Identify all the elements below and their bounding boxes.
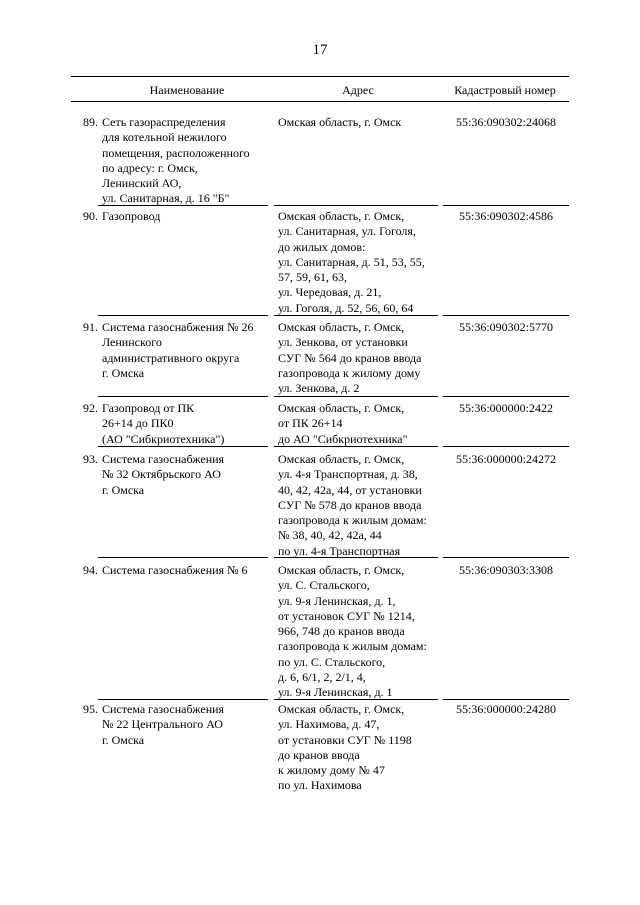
row-92-cadastral: 55:36:000000:2422 xyxy=(458,401,553,415)
row-91-address: Омская область, г. Омск, ул. Зенкова, от установки СУГ № 564 до кранов ввода газопровода к жилому дому ул. Зенкова, д. 2 xyxy=(278,320,422,396)
row-separator xyxy=(98,315,268,316)
row-90-name: Газопровод xyxy=(102,209,161,223)
row-92-number: 92. xyxy=(83,401,98,415)
row-89-address: Омская область, г. Омск xyxy=(278,115,402,129)
row-95-number: 95. xyxy=(83,702,98,716)
row-separator xyxy=(98,446,268,447)
header-cadastral: Кадастровый номер xyxy=(454,83,556,97)
row-separator xyxy=(443,699,569,700)
header-name: Наименование xyxy=(149,83,225,97)
row-90-cadastral: 55:36:090302:4586 xyxy=(458,209,553,223)
row-93-cadastral: 55:36:000000:24272 xyxy=(455,452,556,466)
row-95-address: Омская область, г. Омск, ул. Нахимова, д. 47, от установки СУГ № 1198 до кранов ввода к жилому дому № 47 по ул. Нахимова xyxy=(278,702,412,793)
row-89-number: 89. xyxy=(83,115,98,129)
row-separator xyxy=(98,205,268,206)
row-separator xyxy=(274,315,438,316)
row-separator xyxy=(443,557,569,558)
row-94-name: Система газоснабжения № 6 xyxy=(102,563,248,577)
row-93-name: Система газоснабжения № 32 Октябрьского АО г. Омска xyxy=(102,452,225,497)
row-92-address: Омская область, г. Омск, от ПК 26+14 до АО "Сибкриотехника" xyxy=(278,401,408,446)
row-separator xyxy=(274,205,438,206)
row-separator xyxy=(443,446,569,447)
row-91-number: 91. xyxy=(83,320,98,334)
row-separator xyxy=(443,315,569,316)
row-94-address: Омская область, г. Омск, ул. С. Стальского, ул. 9-я Ленинская, д. 1, от установок СУГ № 1214, 966, 748 до кранов ввода газопровода к жилым домам: по ул. С. Стальского, д. 6, 6/1, 2, 2/1, 4, ул. 9-я Ленинская, д. 1 xyxy=(278,563,427,700)
row-93-number: 93. xyxy=(83,452,98,466)
row-91-name: Система газоснабжения № 26 Ленинского административного округа г. Омска xyxy=(102,320,254,380)
row-separator xyxy=(98,396,268,397)
row-separator xyxy=(274,699,438,700)
page-number: 17 xyxy=(312,42,328,58)
row-89-cadastral: 55:36:090302:24068 xyxy=(455,115,556,129)
row-separator xyxy=(274,557,438,558)
row-94-cadastral: 55:36:090303:3308 xyxy=(458,563,553,577)
row-90-address: Омская область, г. Омск, ул. Санитарная, ул. Гоголя, до жилых домов: ул. Санитарная, д. 51, 53, 55, 57, 59, 61, 63, ул. Чередовая, д. 21, ул. Гоголя, д. 52, 56, 60, 64 xyxy=(278,209,425,315)
row-89-name: Сеть газораспределения для котельной нежилого помещения, расположенного по адресу: г. Омск, Ленинский АО, ул. Санитарная, д. 16 "Б" xyxy=(102,115,250,206)
header-address: Адрес xyxy=(342,83,374,97)
row-94-number: 94. xyxy=(83,563,98,577)
row-93-address: Омская область, г. Омск, ул. 4-я Транспортная, д. 38, 40, 42, 42а, 44, от установки СУГ № 578 до кранов ввода газопровода к жилым домам: № 38, 40, 42, 42а, 44 по ул. 4-я Транспортная xyxy=(278,452,427,558)
row-92-name: Газопровод от ПК 26+14 до ПК0 (АО "Сибкриотехника") xyxy=(102,401,225,446)
row-90-number: 90. xyxy=(83,209,98,223)
row-95-name: Система газоснабжения № 22 Центрального АО г. Омска xyxy=(102,702,225,747)
row-separator xyxy=(274,396,438,397)
row-separator xyxy=(98,557,268,558)
table-top-rule xyxy=(71,76,569,77)
table-header-rule xyxy=(71,101,569,102)
row-separator xyxy=(274,446,438,447)
row-separator xyxy=(443,205,569,206)
row-95-cadastral: 55:36:000000:24280 xyxy=(455,702,556,716)
row-separator xyxy=(443,396,569,397)
row-91-cadastral: 55:36:090302:5770 xyxy=(458,320,553,334)
row-separator xyxy=(98,699,268,700)
